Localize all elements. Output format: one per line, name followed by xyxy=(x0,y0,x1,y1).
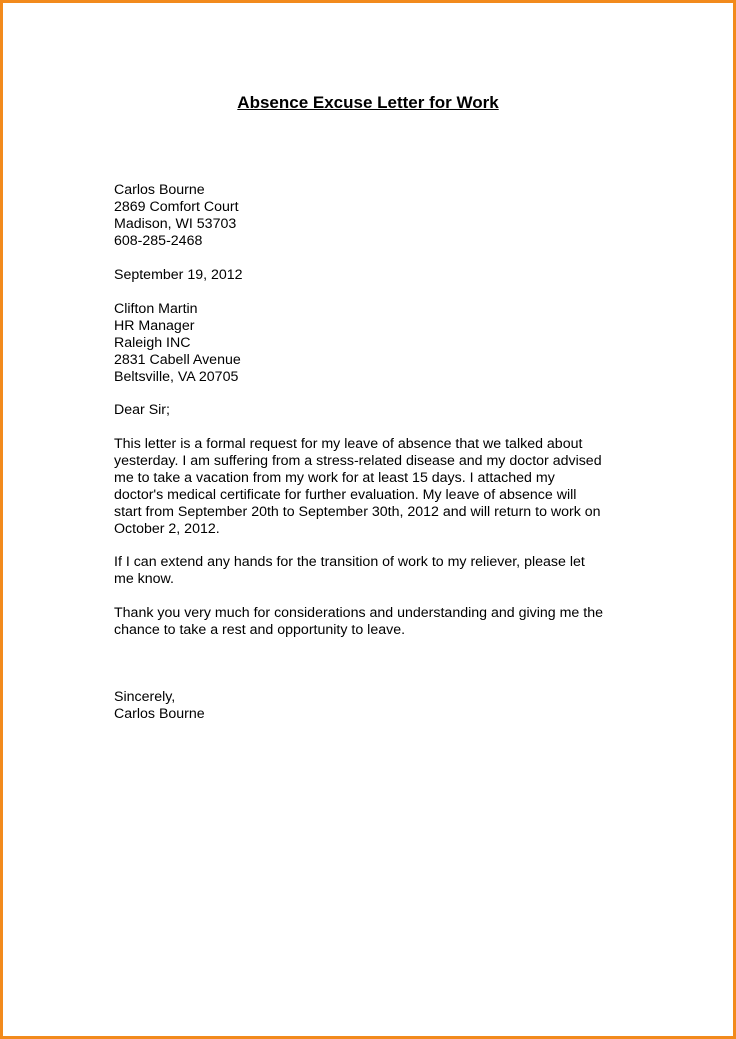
recipient-company: Raleigh INC xyxy=(114,335,191,351)
sender-address-block xyxy=(114,182,634,250)
recipient-position: HR Manager xyxy=(114,318,195,334)
recipient-name: Clifton Martin xyxy=(114,301,198,317)
body-paragraph-3 xyxy=(114,605,634,639)
sender-address-line2: Madison, WI 53703 xyxy=(114,216,237,232)
paragraph-line: If I can extend any hands for the transition of work to my reliever, please let xyxy=(114,554,585,570)
recipient-address-line1: 2831 Cabell Avenue xyxy=(114,352,241,368)
paragraph-line: This letter is a formal request for my leave of absence that we talked about xyxy=(114,436,583,452)
recipient-address-line2: Beltsville, VA 20705 xyxy=(114,369,239,385)
salutation xyxy=(114,402,634,419)
paragraph-line: start from September 20th to September 30th, 2012 and will return to work on xyxy=(114,504,601,520)
paragraph-line: doctor's medical certificate for further evaluation. My leave of absence will xyxy=(114,487,577,503)
paragraph-line: Thank you very much for considerations and understanding and giving me the xyxy=(114,605,603,621)
body-paragraph-2 xyxy=(114,554,634,588)
paragraph-line: me know. xyxy=(114,571,174,587)
sender-phone: 608-285-2468 xyxy=(114,233,203,249)
date-text: September 19, 2012 xyxy=(114,267,243,283)
signature-name: Carlos Bourne xyxy=(114,706,205,722)
sender-address-line1: 2869 Comfort Court xyxy=(114,199,239,215)
letter-date xyxy=(114,267,634,284)
paragraph-line: me to take a vacation from my work for at least 15 days. I attached my xyxy=(114,470,555,486)
document-title: Absence Excuse Letter for Work xyxy=(237,93,499,112)
paragraph-line: chance to take a rest and opportunity to leave. xyxy=(114,622,406,638)
paragraph-line: yesterday. I am suffering from a stress-related disease and my doctor advised xyxy=(114,453,602,469)
salutation-text: Dear Sir; xyxy=(114,402,170,418)
paragraph-line: October 2, 2012. xyxy=(114,521,220,537)
closing-block xyxy=(114,689,634,723)
sender-name: Carlos Bourne xyxy=(114,182,205,198)
body-paragraph-1 xyxy=(114,436,634,538)
recipient-address-block xyxy=(114,301,634,386)
closing-text: Sincerely, xyxy=(114,689,176,705)
